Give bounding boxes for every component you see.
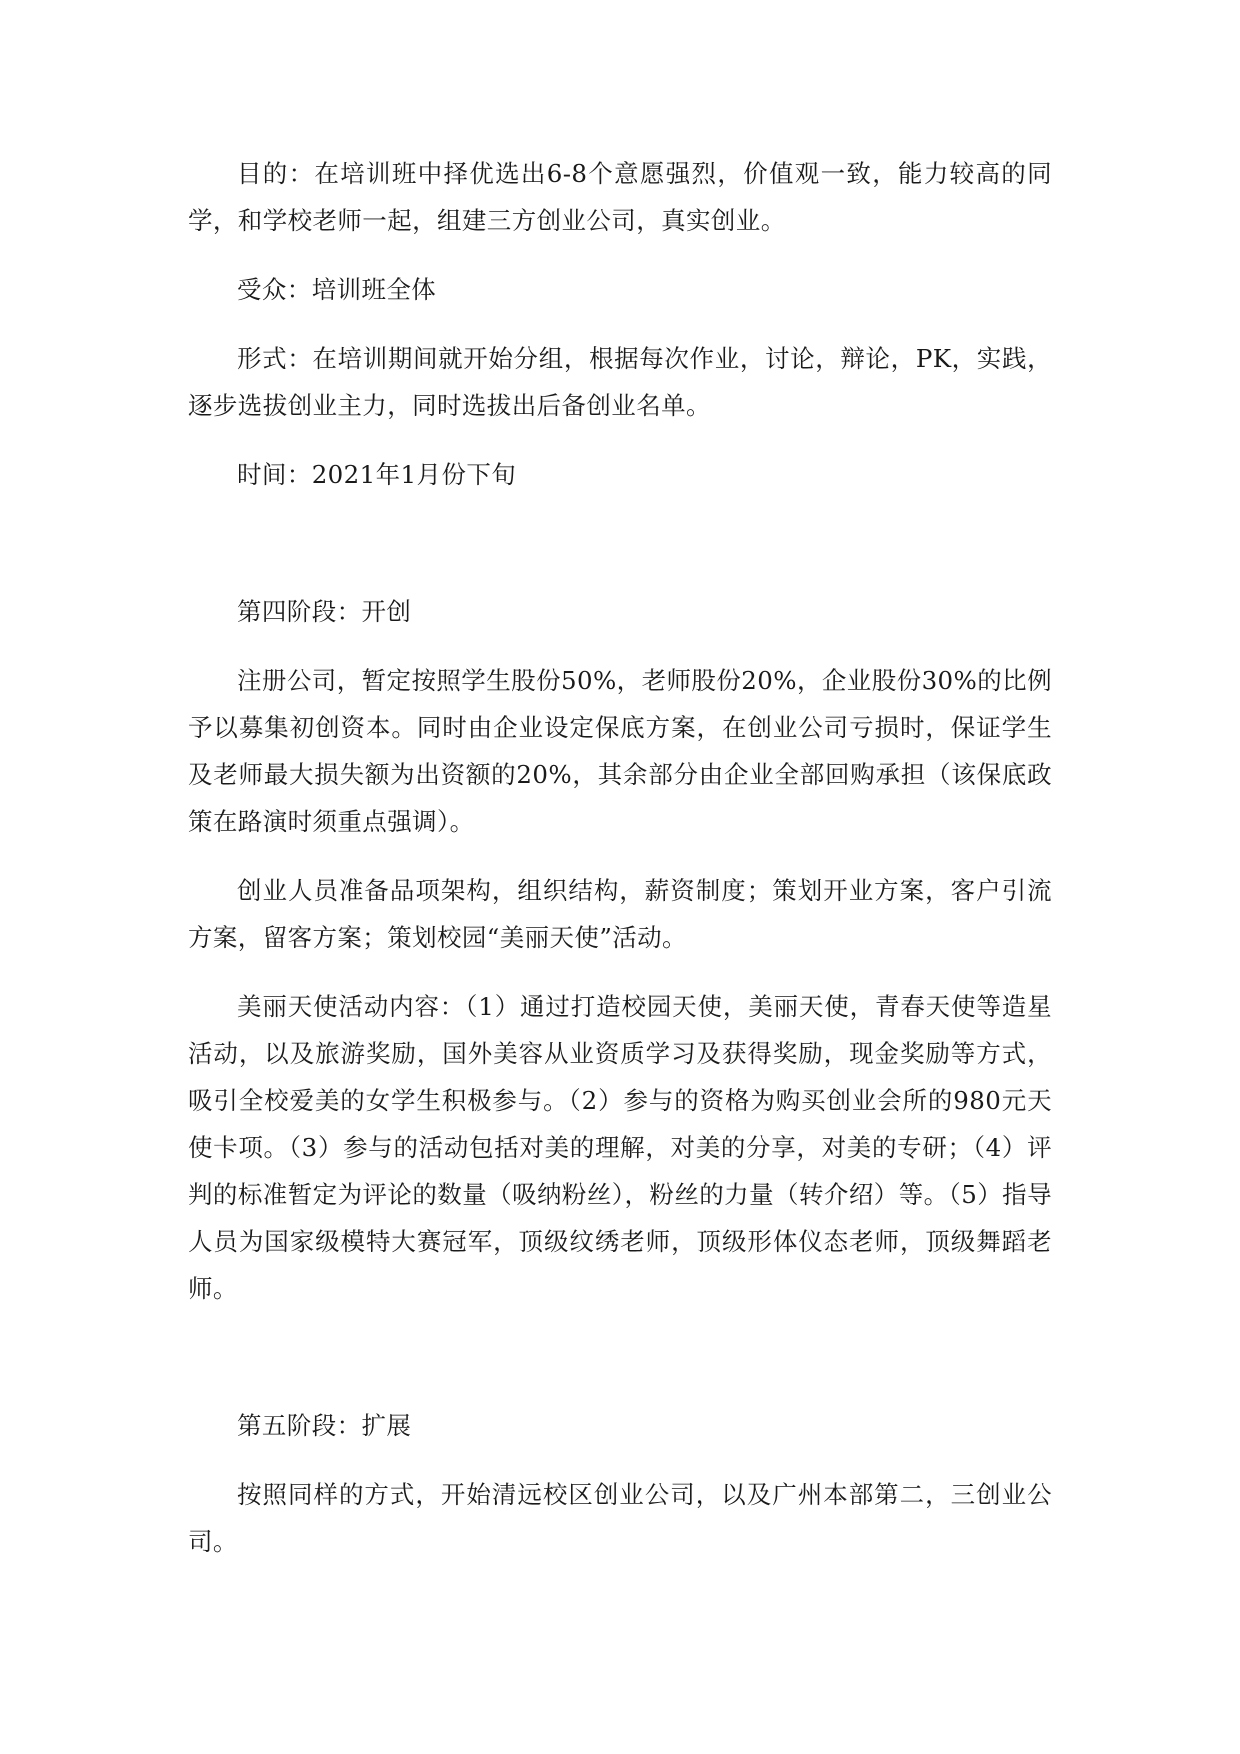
audience-paragraph: 受众：培训班全体 (237, 275, 437, 304)
spacer (188, 1449, 1052, 1471)
spacer (188, 244, 1052, 266)
stage5-paragraph-expansion: 按照同样的方式，开始清远校区创业公司，以及广州本部第二，三创业公司。 (188, 1480, 1052, 1556)
section-spacer (188, 1312, 1052, 1402)
spacer (188, 845, 1052, 867)
spacer (188, 429, 1052, 451)
stage4-heading: 第四阶段：开创 (237, 597, 412, 626)
stage4-paragraph-preparation: 创业人员准备品项架构，组织结构，薪资制度；策划开业方案，客户引流方案，留客方案；策划校园“美丽天使”活动。 (188, 876, 1052, 952)
spacer (188, 961, 1052, 983)
stage4-paragraph-company: 注册公司，暂定按照学生股份50%，老师股份20%，企业股份30%的比例予以募集初创资本。同时由企业设定保底方案，在创业公司亏损时，保证学生及老师最大损失额为出资额的20%，其余部分由企业全部回购承担（该保底政策在路演时须重点强调）。 (188, 666, 1052, 836)
stage4-paragraph-angel-activity: 美丽天使活动内容：（1）通过打造校园天使，美丽天使，青春天使等造星活动，以及旅游奖励，国外美容从业资质学习及获得奖励，现金奖励等方式，吸引全校爱美的女学生积极参与。（2）参与的资格为购买创业会所的980元天使卡项。（3）参与的活动包括对美的理解，对美的分享，对美的专研；（4）评判的标准暂定为评论的数量（吸纳粉丝），粉丝的力量（转介绍）等。（5）指导人员为国家级模特大赛冠军，顶级纹绣老师，顶级形体仪态老师，顶级舞蹈老师。 (188, 992, 1052, 1303)
format-paragraph: 形式：在培训期间就开始分组，根据每次作业，讨论，辩论，PK，实践，逐步选拔创业主力，同时选拔出后备创业名单。 (188, 344, 1052, 420)
document-body (188, 150, 1052, 1565)
spacer (188, 313, 1052, 335)
purpose-paragraph: 目的：在培训班中择优选出6-8个意愿强烈，价值观一致，能力较高的同学，和学校老师一起，组建三方创业公司，真实创业。 (188, 159, 1052, 235)
section-spacer (188, 498, 1052, 588)
spacer (188, 635, 1052, 657)
stage5-heading: 第五阶段：扩展 (237, 1411, 412, 1440)
time-paragraph: 时间：2021年1月份下旬 (237, 460, 517, 489)
